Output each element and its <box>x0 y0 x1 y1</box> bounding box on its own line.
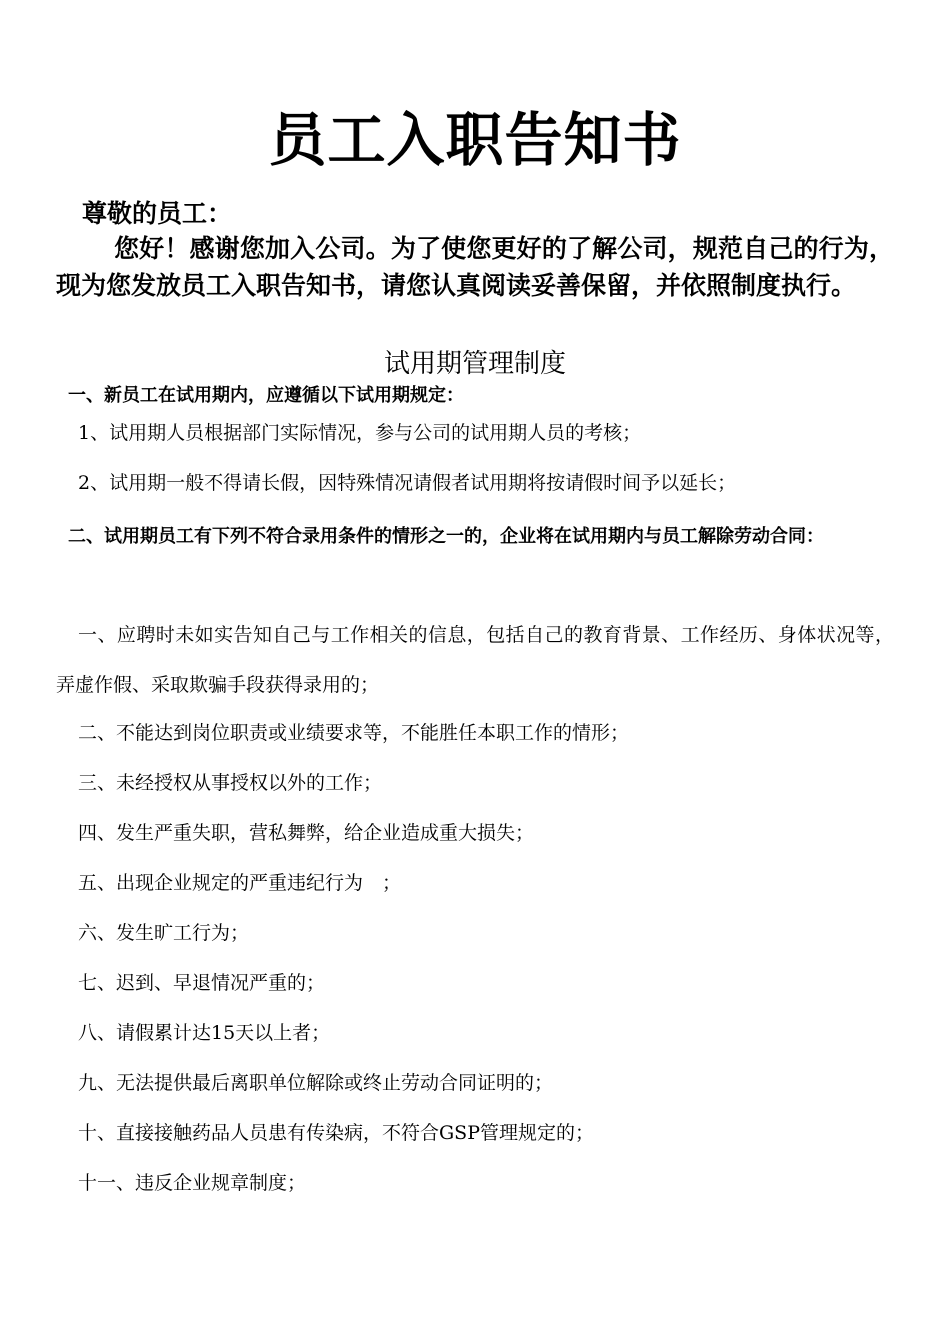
section1-item: 1、试用期人员根据部门实际情况，参与公司的试用期人员的考核； <box>78 422 642 444</box>
section2-item: 七、迟到、早退情况严重的； <box>78 972 326 994</box>
document-title: 员工入职告知书 <box>268 106 682 174</box>
section1-heading: 一、新员工在试用期内，应遵循以下试用期规定： <box>68 385 464 406</box>
section2-heading: 二、试用期员工有下列不符合录用条件的情形之一的，企业将在试用期内与员工解除劳动合同： <box>68 526 824 547</box>
section2-item: 十一、违反企业规章制度； <box>78 1172 307 1194</box>
section2-item: 一、应聘时未如实告知自己与工作相关的信息，包括自己的教育背景、工作经历、身体状况等，弄虚作假、采取欺骗手段获得录用的； <box>56 624 894 696</box>
section2-item: 八、请假累计达15天以上者； <box>78 1022 331 1044</box>
section2-item: 五、出现企业规定的严重违纪行为 ； <box>78 872 402 894</box>
section2-item: 十、直接接触药品人员患有传染病，不符合GSP管理规定的； <box>78 1122 594 1144</box>
salutation: 尊敬的员工： <box>82 199 233 228</box>
section2-item: 三、未经授权从事授权以外的工作； <box>78 772 383 794</box>
section2-item: 九、无法提供最后离职单位解除或终止劳动合同证明的； <box>78 1072 554 1094</box>
section2-item: 四、发生严重失职，营私舞弊，给企业造成重大损失； <box>78 822 535 844</box>
section1-item: 2、试用期一般不得请长假，因特殊情况请假者试用期将按请假时间予以延长； <box>78 472 737 494</box>
intro-paragraph: 您好！感谢您加入公司。为了使您更好的了解公司，规范自己的行为，现为您发放员工入职告知书，请您认真阅读妥善保留，并依照制度执行。 <box>56 234 894 300</box>
section2-item: 二、不能达到岗位职责或业绩要求等，不能胜任本职工作的情形； <box>78 722 630 744</box>
section-subtitle: 试用期管理制度 <box>383 349 566 379</box>
section2-item: 六、发生旷工行为； <box>78 922 250 944</box>
